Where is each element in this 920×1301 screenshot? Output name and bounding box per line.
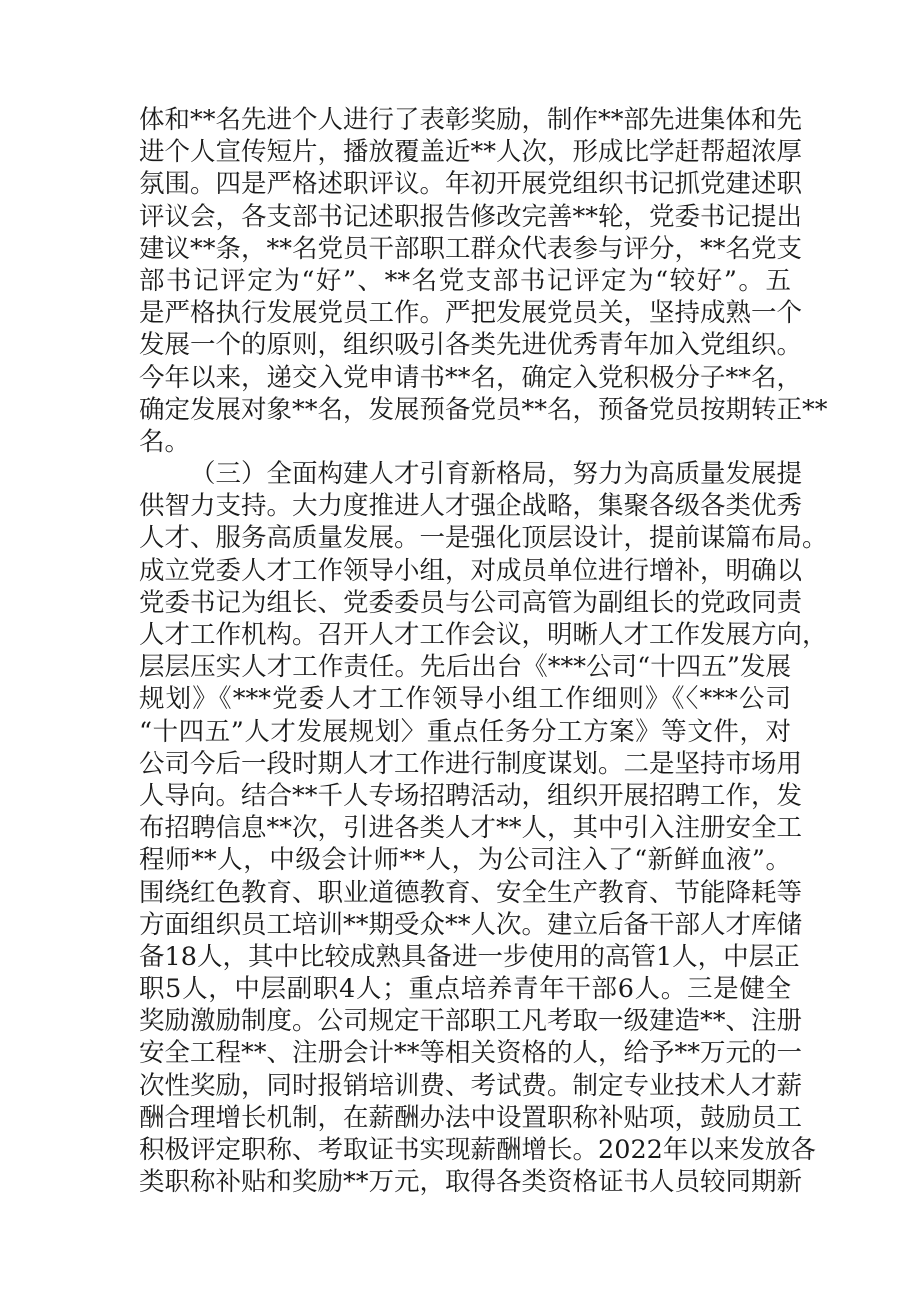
text-line: 布招聘信息**次，引进各类人才**人，其中引入注册安全工 <box>139 813 803 844</box>
text-line: 人才工作机构。召开人才工作会议，明晰人才工作发展方向， <box>139 620 828 650</box>
text-line: 进个人宣传短片，播放覆盖近**人次，形成比学赶帮超浓厚 <box>139 137 803 168</box>
text-line: 规划》《***党委人才工作领导小组工作细则》《〈***公司 <box>139 684 791 715</box>
text-line: 是严格执行发展党员工作。严把发展党员关，坚持成熟一个 <box>139 298 803 329</box>
text-line: 今年以来，递交入党申请书**名，确定入党积极分子**名， <box>139 362 803 393</box>
text-line: 名。 <box>139 426 191 457</box>
text-line: 公司今后一段时期人才工作进行制度谋划。二是坚持市场用 <box>139 748 803 779</box>
text-line: “十四五”人才发展规划〉重点任务分工方案》等文件，对 <box>139 716 791 747</box>
text-line: 酬合理增长机制，在薪酬办法中设置职称补贴项，鼓励员工 <box>139 1102 803 1133</box>
text-line: 安全工程**、注册会计**等相关资格的人，给予**万元的一 <box>139 1038 803 1069</box>
text-line: 部书记评定为“好”、**名党支部书记评定为“较好”。五 <box>139 265 791 296</box>
text-line: 人才、服务高质量发展。一是强化顶层设计，提前谋篇布局。 <box>139 523 828 554</box>
text-line: 程师**人，中级会计师**人，为公司注入了“新鲜血液”。 <box>139 845 791 876</box>
text-line: 围绕红色教育、职业道德教育、安全生产教育、节能降耗等 <box>139 877 803 908</box>
document-body <box>139 104 828 1198</box>
text-line: 次性奖励，同时报销培训费、考试费。制定专业技术人才薪 <box>139 1070 803 1101</box>
text-line: 备18人，其中比较成熟具备进一步使用的高管1人，中层正 <box>139 941 800 972</box>
text-line: 类职称补贴和奖励**万元，取得各类资格证书人员较同期新 <box>139 1167 803 1198</box>
text-line: 奖励激励制度。公司规定干部职工凡考取一级建造**、注册 <box>139 1006 803 1037</box>
text-line: 氛围。四是严格述职评议。年初开展党组织书记抓党建述职 <box>139 169 803 200</box>
text-line: 层层压实人才工作责任。先后出台《***公司“十四五”发展 <box>139 652 791 683</box>
text-line: 成立党委人才工作领导小组，对成员单位进行增补，明确以 <box>139 555 803 586</box>
text-line: 职5人，中层副职4人；重点培养青年干部6人。三是健全 <box>139 974 791 1005</box>
text-line: 体和**名先进个人进行了表彰奖励，制作**部先进集体和先 <box>139 105 803 135</box>
text-line: 发展一个的原则，组织吸引各类先进优秀青年加入党组织。 <box>139 330 803 361</box>
text-line: 供智力支持。大力度推进人才强企战略，集聚各级各类优秀 <box>139 491 803 522</box>
text-line: （三）全面构建人才引育新格局，努力为高质量发展提 <box>190 459 803 490</box>
text-line: 确定发展对象**名，发展预备党员**名，预备党员按期转正** <box>139 394 828 425</box>
text-line: 人导向。结合**千人专场招聘活动，组织开展招聘工作，发 <box>139 780 803 811</box>
text-line: 党委书记为组长、党委委员与公司高管为副组长的党政同责 <box>139 587 803 618</box>
text-line: 建议**条，**名党员干部职工群众代表参与评分，**名党支 <box>139 233 803 264</box>
text-line: 方面组织员工培训**期受众**人次。建立后备干部人才库储 <box>139 909 803 940</box>
text-line: 评议会，各支部书记述职报告修改完善**轮，党委书记提出 <box>139 201 803 232</box>
text-line: 积极评定职称、考取证书实现薪酬增长。2022年以来发放各 <box>139 1135 816 1165</box>
